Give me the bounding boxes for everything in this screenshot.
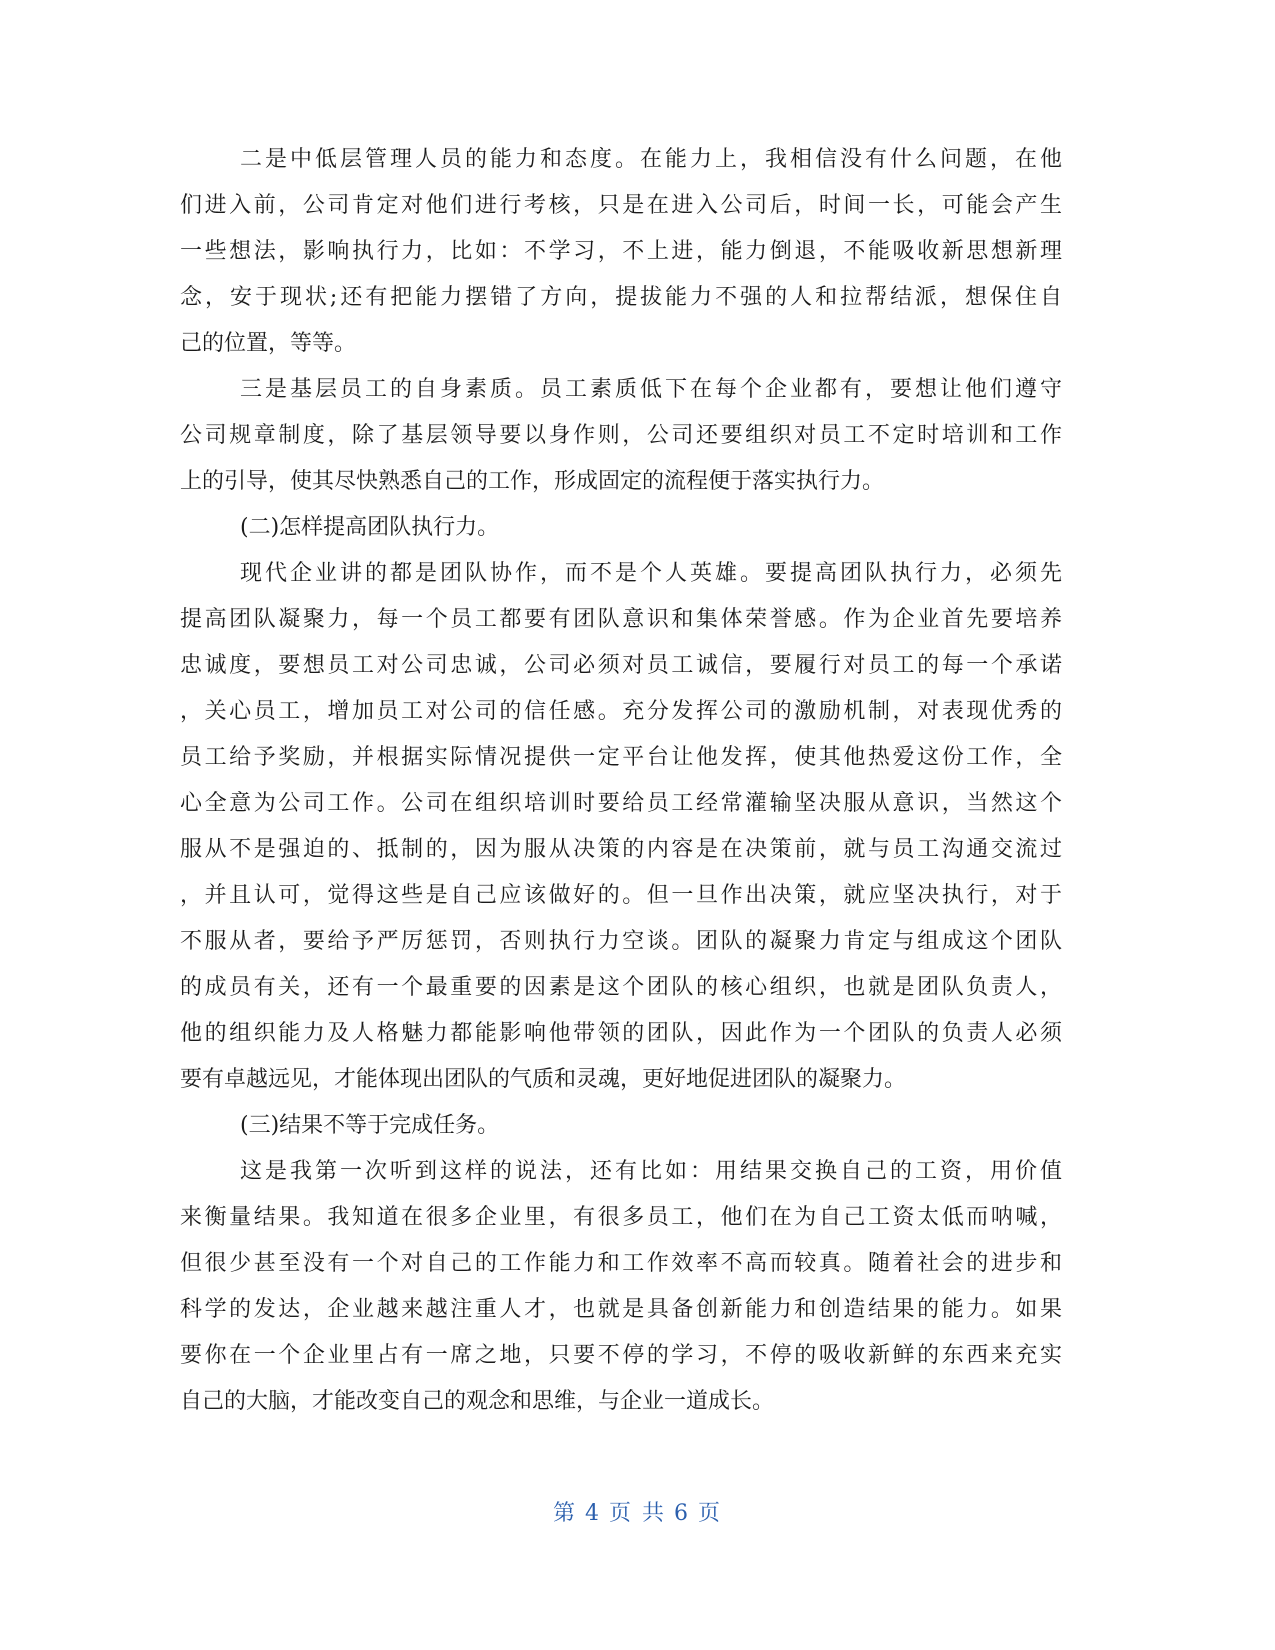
text-line: 三是基层员工的自身素质。员工素质低下在每个企业都有，要想让他们遵守	[240, 377, 1062, 402]
document-body	[180, 137, 1062, 1425]
paragraph	[180, 367, 1062, 505]
section-heading-text: (三)结果不等于完成任务。	[240, 1113, 500, 1138]
page-middle: 页 共	[609, 1501, 666, 1526]
text-line: 上的引导，使其尽快熟悉自己的工作，形成固定的流程便于落实执行力。	[180, 469, 885, 494]
text-line: 这是我第一次听到这样的说法，还有比如：用结果交换自己的工资，用价值	[240, 1159, 1062, 1184]
total-page-number: 6	[674, 1501, 690, 1526]
text-line: 二是中低层管理人员的能力和态度。在能力上，我相信没有什么问题，在他	[240, 147, 1062, 172]
text-line: 但很少甚至没有一个对自己的工作能力和工作效率不高而较真。随着社会的进步和	[180, 1251, 1062, 1276]
text-line: 心全意为公司工作。公司在组织培训时要给员工经常灌输坚决服从意识，当然这个	[180, 791, 1062, 816]
section-heading	[180, 1103, 1062, 1149]
text-line: 员工给予奖励，并根据实际情况提供一定平台让他发挥，使其他热爱这份工作，全	[180, 745, 1062, 770]
text-line: 公司规章制度，除了基层领导要以身作则，公司还要组织对员工不定时培训和工作	[180, 423, 1062, 448]
text-line: 科学的发达，企业越来越注重人才，也就是具备创新能力和创造结果的能力。如果	[180, 1297, 1062, 1322]
text-line: 提高团队凝聚力，每一个员工都要有团队意识和集体荣誉感。作为企业首先要培养	[180, 607, 1062, 632]
page-number-footer	[0, 1496, 1275, 1527]
text-line: ，关心员工，增加员工对公司的信任感。充分发挥公司的激励机制，对表现优秀的	[180, 699, 1062, 724]
page-prefix: 第	[552, 1501, 577, 1526]
text-line: 己的位置，等等。	[180, 331, 357, 356]
current-page-number: 4	[585, 1501, 601, 1526]
text-line: 要有卓越远见，才能体现出团队的气质和灵魂，更好地促进团队的凝聚力。	[180, 1067, 907, 1092]
text-line: 自己的大脑，才能改变自己的观念和思维，与企业一道成长。	[180, 1389, 775, 1414]
page-suffix: 页	[698, 1501, 723, 1526]
section-heading-text: (二)怎样提高团队执行力。	[240, 515, 500, 540]
text-line: 要你在一个企业里占有一席之地，只要不停的学习，不停的吸收新鲜的东西来充实	[180, 1343, 1062, 1368]
paragraph	[180, 1149, 1062, 1425]
text-line: 的成员有关，还有一个最重要的因素是这个团队的核心组织，也就是团队负责人，	[180, 975, 1062, 1000]
text-line: 一些想法，影响执行力，比如：不学习，不上进，能力倒退，不能吸收新思想新理	[180, 239, 1062, 264]
text-line: 服从不是强迫的、抵制的，因为服从决策的内容是在决策前，就与员工沟通交流过	[180, 837, 1062, 862]
text-line: 他的组织能力及人格魅力都能影响他带领的团队，因此作为一个团队的负责人必须	[180, 1021, 1062, 1046]
paragraph	[180, 551, 1062, 1103]
text-line: 们进入前，公司肯定对他们进行考核，只是在进入公司后，时间一长，可能会产生	[180, 193, 1062, 218]
text-line: 不服从者，要给予严厉惩罚，否则执行力空谈。团队的凝聚力肯定与组成这个团队	[180, 929, 1062, 954]
paragraph	[180, 137, 1062, 367]
text-line: 忠诚度，要想员工对公司忠诚，公司必须对员工诚信，要履行对员工的每一个承诺	[180, 653, 1062, 678]
text-line: 现代企业讲的都是团队协作，而不是个人英雄。要提高团队执行力，必须先	[240, 561, 1062, 586]
text-line: ，并且认可，觉得这些是自己应该做好的。但一旦作出决策，就应坚决执行，对于	[180, 883, 1062, 908]
text-line: 念，安于现状;还有把能力摆错了方向，提拔能力不强的人和拉帮结派，想保住自	[180, 285, 1062, 310]
section-heading	[180, 505, 1062, 551]
text-line: 来衡量结果。我知道在很多企业里，有很多员工，他们在为自己工资太低而呐喊，	[180, 1205, 1062, 1230]
